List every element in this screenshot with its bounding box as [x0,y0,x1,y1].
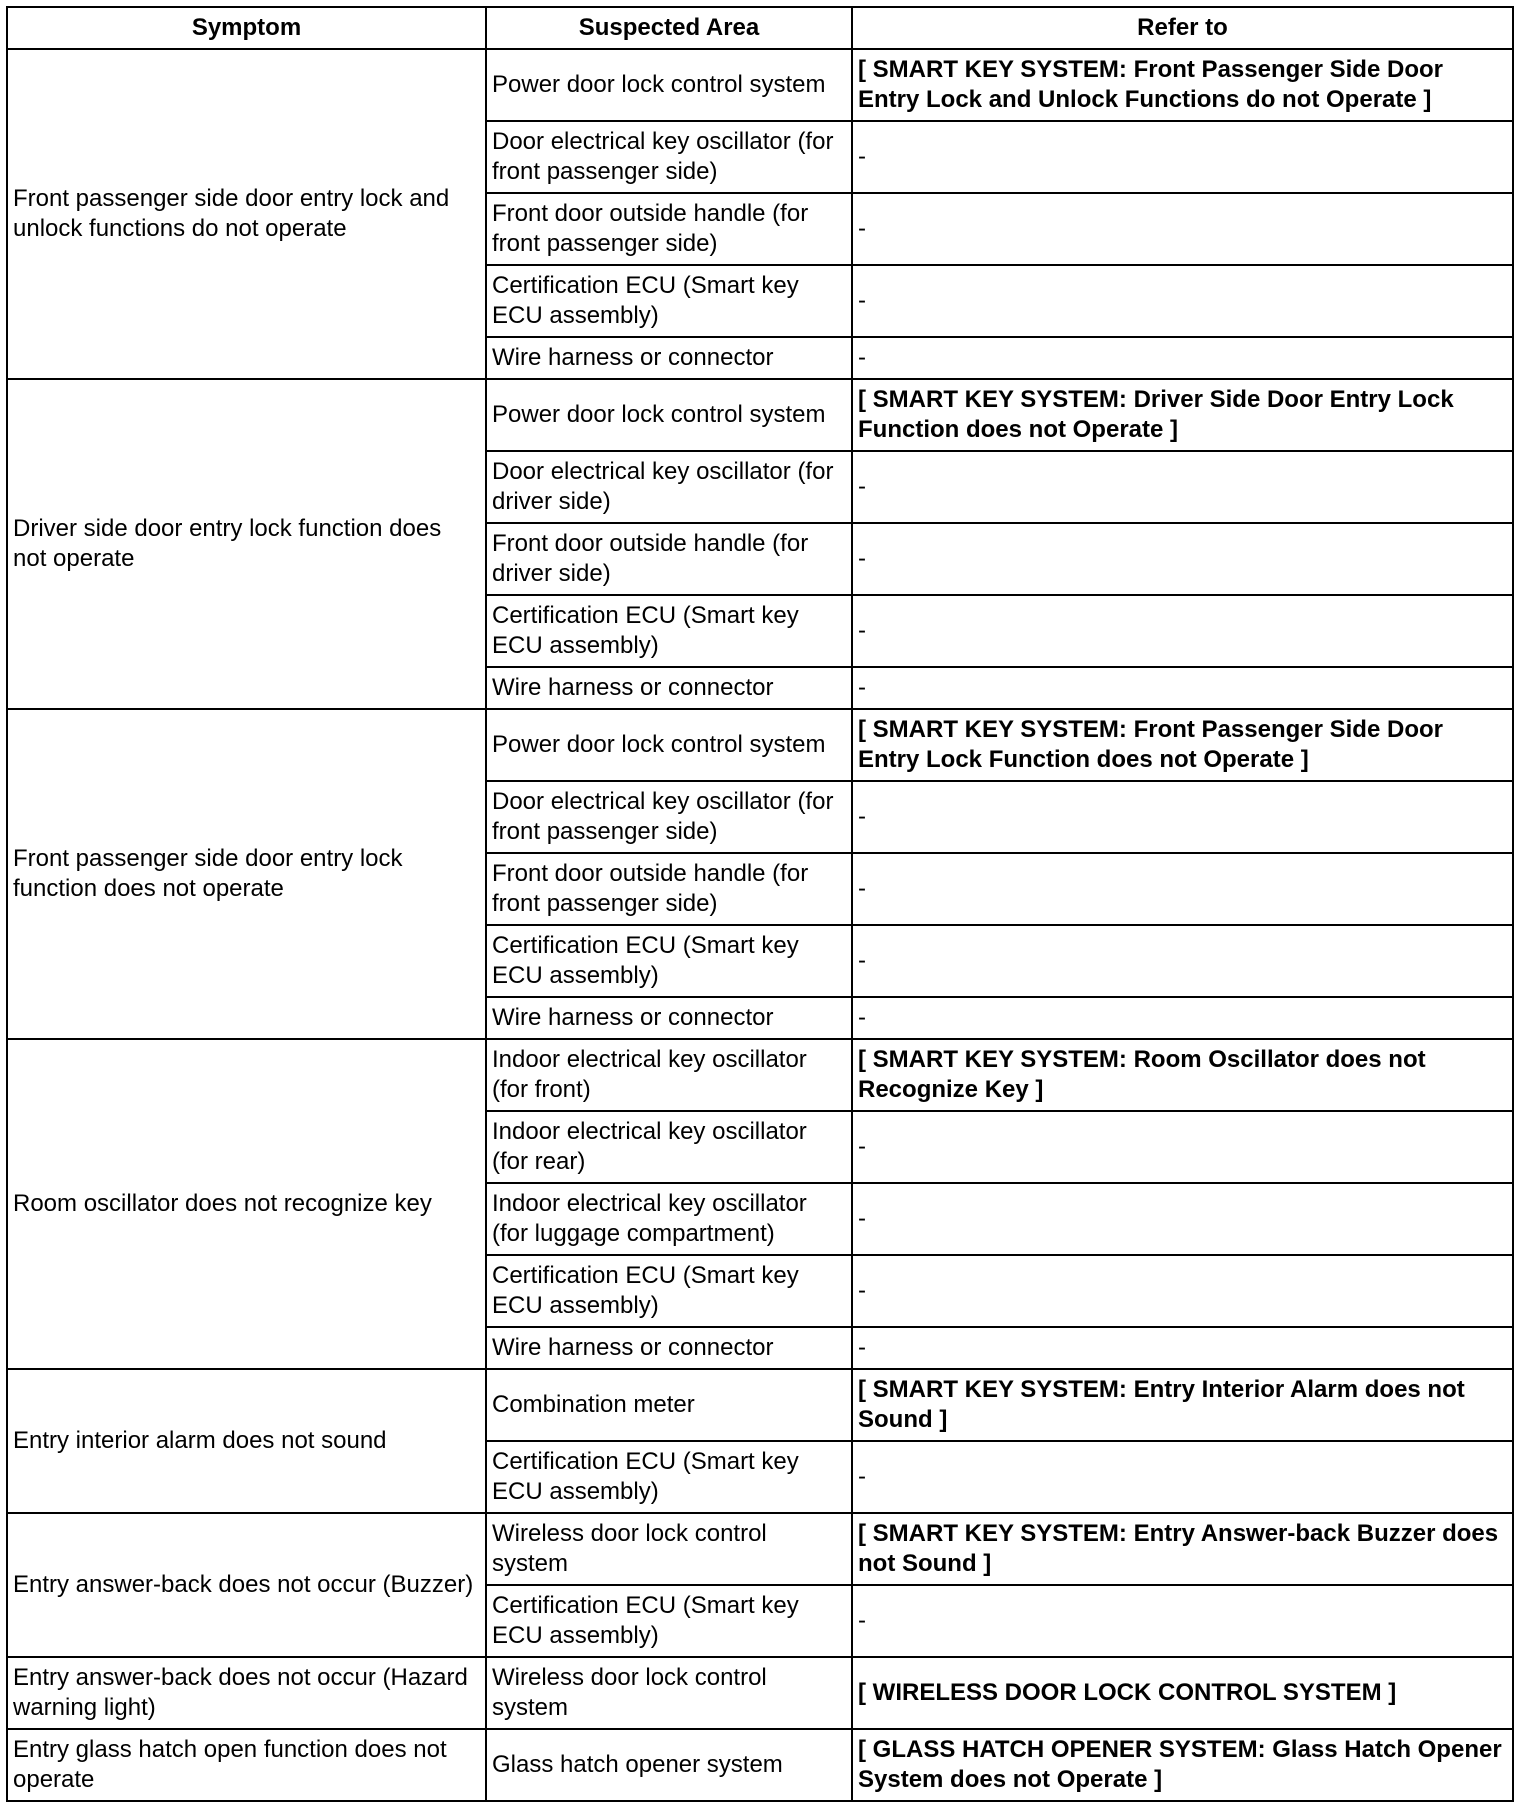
refer-to-cell: - [852,667,1513,709]
symptom-cell: Front passenger side door entry lock and unlock functions do not operate [7,49,486,379]
suspected-area-cell: Power door lock control system [486,49,852,121]
header-refer-to: Refer to [852,7,1513,49]
table-row [7,1369,1513,1441]
table-row [7,709,1513,781]
refer-to-cell: - [852,853,1513,925]
symptom-cell: Entry answer-back does not occur (Buzzer) [7,1513,486,1657]
suspected-area-cell: Door electrical key oscillator (for front passenger side) [486,121,852,193]
refer-to-cell: - [852,1111,1513,1183]
refer-to-link[interactable]: [ SMART KEY SYSTEM: Front Passenger Side Door Entry Lock and Unlock Functions do not Operate ] [852,49,1513,121]
suspected-area-cell: Door electrical key oscillator (for driver side) [486,451,852,523]
symptom-cell: Entry interior alarm does not sound [7,1369,486,1513]
symptom-cell: Entry glass hatch open function does not operate [7,1729,486,1801]
suspected-area-cell: Certification ECU (Smart key ECU assembly) [486,265,852,337]
suspected-area-cell: Door electrical key oscillator (for front passenger side) [486,781,852,853]
header-suspected-area: Suspected Area [486,7,852,49]
refer-to-cell: - [852,925,1513,997]
refer-to-link[interactable]: [ GLASS HATCH OPENER SYSTEM: Glass Hatch Opener System does not Operate ] [852,1729,1513,1801]
table-row [7,379,1513,451]
refer-to-cell: - [852,997,1513,1039]
refer-to-link[interactable]: [ SMART KEY SYSTEM: Front Passenger Side Door Entry Lock Function does not Operate ] [852,709,1513,781]
suspected-area-cell: Certification ECU (Smart key ECU assembly) [486,595,852,667]
table-row [7,49,1513,121]
symptom-cell: Room oscillator does not recognize key [7,1039,486,1369]
suspected-area-cell: Certification ECU (Smart key ECU assembly) [486,1255,852,1327]
refer-to-link[interactable]: [ WIRELESS DOOR LOCK CONTROL SYSTEM ] [852,1657,1513,1729]
suspected-area-cell: Combination meter [486,1369,852,1441]
refer-to-cell: - [852,595,1513,667]
refer-to-link[interactable]: [ SMART KEY SYSTEM: Room Oscillator does not Recognize Key ] [852,1039,1513,1111]
troubleshooting-table [6,6,1514,1802]
table-body [7,49,1513,1801]
suspected-area-cell: Indoor electrical key oscillator (for front) [486,1039,852,1111]
refer-to-cell: - [852,451,1513,523]
refer-to-cell: - [852,523,1513,595]
suspected-area-cell: Indoor electrical key oscillator (for rear) [486,1111,852,1183]
suspected-area-cell: Wireless door lock control system [486,1657,852,1729]
suspected-area-cell: Wire harness or connector [486,997,852,1039]
refer-to-link[interactable]: [ SMART KEY SYSTEM: Entry Interior Alarm does not Sound ] [852,1369,1513,1441]
refer-to-cell: - [852,1585,1513,1657]
refer-to-cell: - [852,193,1513,265]
refer-to-cell: - [852,265,1513,337]
refer-to-link[interactable]: [ SMART KEY SYSTEM: Entry Answer-back Buzzer does not Sound ] [852,1513,1513,1585]
table-row [7,1657,1513,1729]
suspected-area-cell: Wire harness or connector [486,1327,852,1369]
suspected-area-cell: Front door outside handle (for front passenger side) [486,853,852,925]
refer-to-link[interactable]: [ SMART KEY SYSTEM: Driver Side Door Entry Lock Function does not Operate ] [852,379,1513,451]
suspected-area-cell: Power door lock control system [486,379,852,451]
suspected-area-cell: Certification ECU (Smart key ECU assembly) [486,1585,852,1657]
suspected-area-cell: Wireless door lock control system [486,1513,852,1585]
table-row [7,1039,1513,1111]
suspected-area-cell: Certification ECU (Smart key ECU assembly) [486,925,852,997]
refer-to-cell: - [852,1255,1513,1327]
refer-to-cell: - [852,337,1513,379]
suspected-area-cell: Wire harness or connector [486,667,852,709]
symptom-cell: Driver side door entry lock function does not operate [7,379,486,709]
suspected-area-cell: Power door lock control system [486,709,852,781]
header-row [7,7,1513,49]
table-row [7,1729,1513,1801]
header-symptom: Symptom [7,7,486,49]
refer-to-cell: - [852,121,1513,193]
symptom-cell: Front passenger side door entry lock function does not operate [7,709,486,1039]
suspected-area-cell: Front door outside handle (for driver side) [486,523,852,595]
refer-to-cell: - [852,1441,1513,1513]
suspected-area-cell: Wire harness or connector [486,337,852,379]
table-row [7,1513,1513,1585]
suspected-area-cell: Front door outside handle (for front passenger side) [486,193,852,265]
refer-to-cell: - [852,1183,1513,1255]
refer-to-cell: - [852,1327,1513,1369]
refer-to-cell: - [852,781,1513,853]
symptom-cell: Entry answer-back does not occur (Hazard warning light) [7,1657,486,1729]
suspected-area-cell: Certification ECU (Smart key ECU assembly) [486,1441,852,1513]
suspected-area-cell: Glass hatch opener system [486,1729,852,1801]
suspected-area-cell: Indoor electrical key oscillator (for luggage compartment) [486,1183,852,1255]
